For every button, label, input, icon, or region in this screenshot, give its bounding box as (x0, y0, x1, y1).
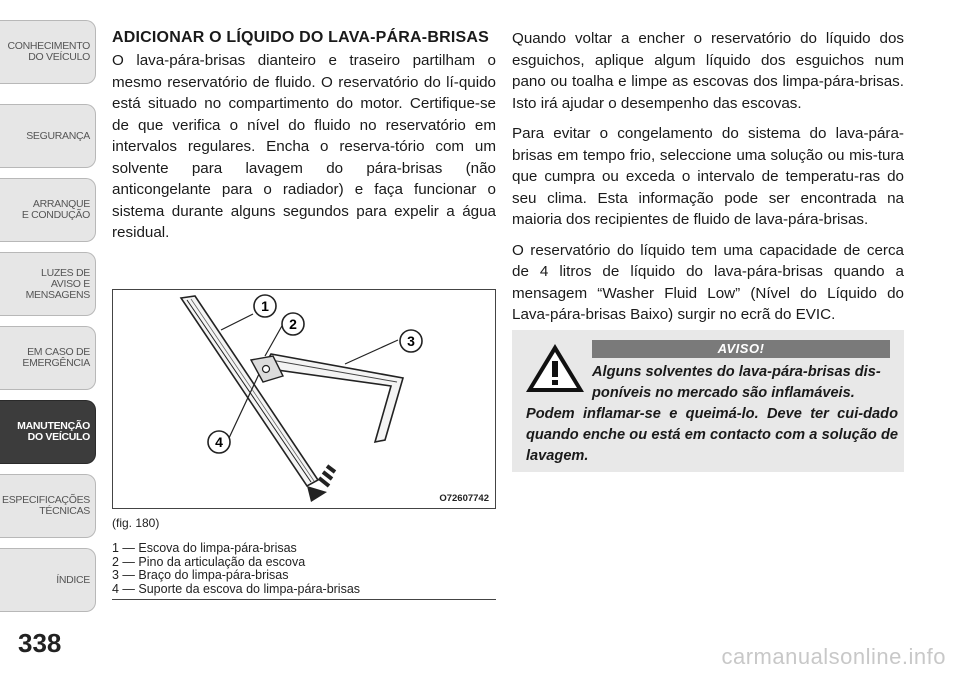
legend-item: 3 — Braço do limpa-pára-brisas (112, 568, 289, 582)
tab-em-caso-de-emergencia[interactable]: EM CASO DE EMERGÊNCIA (0, 326, 96, 390)
body-paragraph: Para evitar o congelamento do sistema do lava-pára-brisas em tempo frio, seleccione uma solução ou mis-tura que cumpra ou exceda o intervalo de temperatu-ras do seu clima. Esta informação pode ser encontrada na maioria dos recipientes de fluido de lava-pára-brisas. (512, 125, 904, 228)
warning-box (512, 330, 904, 472)
tab-especificacoes-tecnicas[interactable]: ESPECIFICAÇÕES TÉCNICAS (0, 474, 96, 538)
right-column (512, 28, 904, 335)
warning-text (526, 362, 898, 467)
wiper-illustration (113, 290, 495, 508)
body-paragraph: Quando voltar a encher o reservatório do líquido dos esguichos, aplique algum líquido dos esguichos num pano ou toalha e limpe as escovas dos limpa-pára-brisas. Isto irá ajudar o desempenho das escovas. (512, 30, 904, 112)
callout-4: 4 (215, 434, 223, 450)
left-column (112, 28, 496, 244)
callout-3: 3 (407, 333, 415, 349)
legend-item: 2 — Pino da articulação da escova (112, 554, 306, 569)
warning-line-1: Alguns solventes do lava-pára-brisas dis- (592, 364, 881, 380)
tab-conhecimento-do-veiculo[interactable]: CONHECIMENTO DO VEÍCULO (0, 20, 96, 84)
figure-caption: (fig. 180) (112, 516, 160, 530)
warning-rest: Podem inflamar-se e queimá-lo. Deve ter cui-dado quando enche ou está em contacto com a solução de lavagem. (526, 406, 898, 464)
body-paragraph: O lava-pára-brisas dianteiro e traseiro partilham o mesmo reservatório de fluido. O reservatório do lí-quido está situado no compartimento do motor. Certifique-se de que verifica o nível do fluido no reservatório em intervalos regulares. Encha o reserva-tório com um solvente para lavagem do pára-brisas (não anticongelante para o radiador) e faça funcionar o sistema durante alguns segundos para expelir a água residual. (112, 52, 496, 241)
warning-title: AVISO! (592, 340, 890, 358)
figure-legend (112, 542, 496, 600)
warning-line-2: poníveis no mercado são inflamáveis. (592, 385, 855, 401)
callout-1: 1 (261, 298, 269, 314)
tab-arranque-e-conducao[interactable]: ARRANQUE E CONDUÇÃO (0, 178, 96, 242)
tab-indice[interactable]: ÍNDICE (0, 548, 96, 612)
section-heading: ADICIONAR O LÍQUIDO DO LAVA-PÁRA-BRISAS (112, 29, 489, 46)
page-number: 338 (18, 628, 62, 658)
figure-code: O72607742 (439, 493, 489, 504)
legend-item: 1 — Escova do limpa-pára-brisas (112, 541, 297, 555)
section-sidebar (0, 0, 100, 678)
watermark: carmanualsonline.info (721, 644, 946, 669)
body-paragraph: O reservatório do líquido tem uma capacidade de cerca de 4 litros de líquido do lava-pára-brisas quando a mensagem “Washer Fluid Low” (Nível do Líquido do Lava-pára-brisas Baixo) surgir no ecrã do EVIC. (512, 241, 904, 323)
legend-item: 4 — Suporte da escova do limpa-pára-brisas (112, 581, 361, 596)
tab-luzes-de-aviso[interactable]: LUZES DE AVISO E MENSAGENS (0, 252, 96, 316)
callout-2: 2 (289, 316, 297, 332)
tab-manutencao-do-veiculo[interactable]: MANUTENÇÃO DO VEÍCULO (0, 400, 96, 464)
wiper-figure (112, 289, 496, 509)
tab-seguranca[interactable]: SEGURANÇA (0, 104, 96, 168)
